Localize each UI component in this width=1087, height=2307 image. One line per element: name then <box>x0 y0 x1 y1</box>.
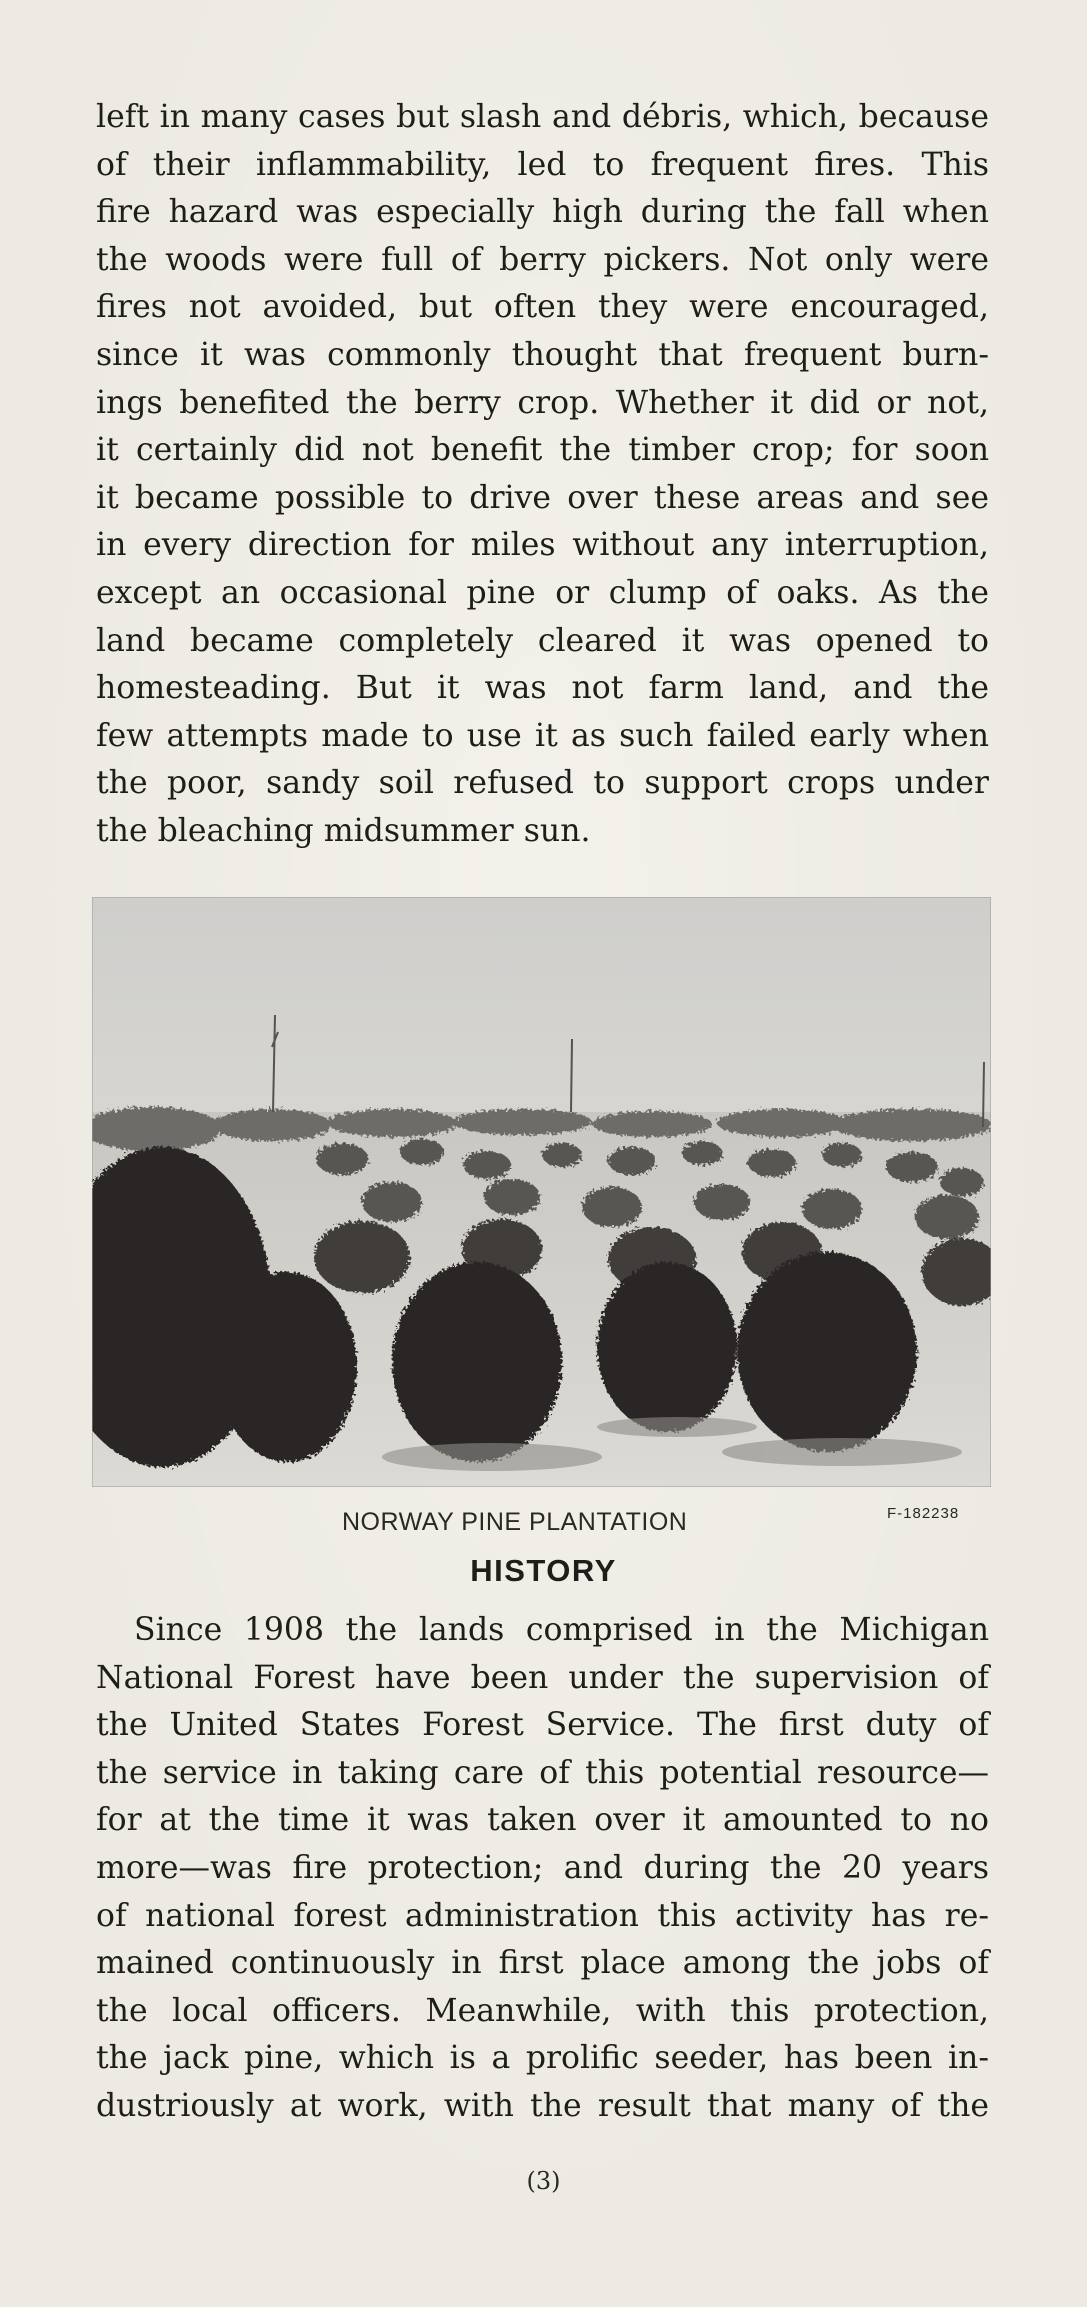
text-line: the local officers. Meanwhile, with this protection, <box>96 1992 989 2029</box>
text-line: fire hazard was especially high during the fall when <box>96 194 989 231</box>
text-line: the service in taking care of this potential resource— <box>96 1754 989 1791</box>
text-line: left in many cases but slash and débris, which, because <box>96 99 989 135</box>
text-line: in every direction for miles without any interruption, <box>96 527 989 564</box>
text-line: the United States Forest Service. The first duty of <box>96 1707 989 1744</box>
section-heading: HISTORY <box>470 1553 617 1588</box>
body-paragraph-history <box>96 1607 989 2131</box>
text-line: since it was commonly thought that frequent burn- <box>96 336 989 373</box>
text-line: National Forest have been under the supervision of <box>96 1659 989 1696</box>
text-line: it became possible to drive over these areas and see <box>96 479 989 516</box>
text-line: the poor, sandy soil refused to support crops under <box>96 765 989 802</box>
text-line: homesteading. But it was not farm land, and the <box>96 670 989 707</box>
text-line: land became completely cleared it was opened to <box>96 622 989 659</box>
text-line: dustriously at work, with the result that many of the <box>96 2087 989 2124</box>
plantation-photo <box>92 897 991 1487</box>
text-line: the jack pine, which is a prolific seeder, has been in- <box>96 2040 989 2077</box>
photo-id-label: F-182238 <box>887 1505 960 1522</box>
page-number: (3) <box>526 2167 561 2195</box>
text-line: of national forest administration this activity has re- <box>96 1897 989 1934</box>
figure-caption: NORWAY PINE PLANTATION <box>342 1508 688 1536</box>
text-line: of their inflammability, led to frequent fires. This <box>96 146 989 183</box>
body-paragraph-top <box>96 94 989 856</box>
text-line: the woods were full of berry pickers. Not only were <box>96 241 989 278</box>
text-line: few attempts made to use it as such failed early when <box>96 717 989 754</box>
text-line: except an occasional pine or clump of oaks. As the <box>96 574 989 611</box>
text-line: the bleaching midsummer sun. <box>96 812 591 849</box>
text-line: fires not avoided, but often they were encouraged, <box>96 289 989 326</box>
text-line: for at the time it was taken over it amounted to no <box>96 1802 989 1839</box>
text-line: it certainly did not benefit the timber crop; for soon <box>96 432 989 469</box>
text-line: mained continuously in first place among the jobs of <box>96 1945 989 1982</box>
text-line: more—was fire protection; and during the 20 years <box>96 1849 989 1886</box>
text-line: Since 1908 the lands comprised in the Michigan <box>134 1612 989 1648</box>
text-line: ings benefited the berry crop. Whether it did or not, <box>96 384 989 421</box>
